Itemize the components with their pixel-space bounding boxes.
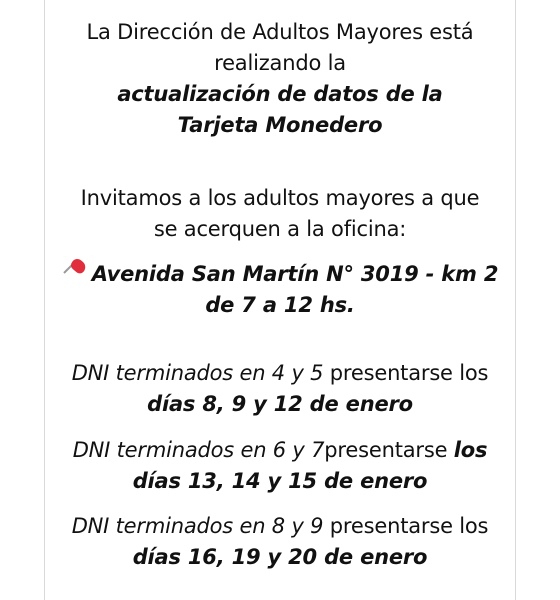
invite-paragraph [45,183,515,245]
schedule-2-verb: presentarse [324,438,448,462]
address-hours: de 7 a 12 hs. [205,293,355,317]
schedule-3-prefix: DNI terminados en 8 y 9 [71,514,324,538]
schedule-1-days: días 8, 9 y 12 de enero [147,392,413,416]
intro-line-1: La Dirección de Adultos Mayores está [86,20,474,44]
right-border-line [515,0,516,600]
address-text: Avenida San Martín N° 3019 - km 2 [91,262,499,286]
intro-paragraph [45,17,515,141]
schedule-2-bold-word: los [453,438,488,462]
pushpin-head [69,257,88,276]
address-line-1 [45,259,515,290]
intro-line-2: realizando la [214,51,346,75]
schedule-group-2 [45,435,515,497]
schedule-1-verb: presentarse los [323,361,489,385]
schedule-3-condition [45,511,515,542]
schedule-1-condition [45,358,515,389]
schedule-2-prefix: DNI terminados en 6 y 7 [72,438,325,462]
invite-line-1: Invitamos a los adultos mayores a que [80,186,480,210]
address-paragraph [45,259,515,321]
schedule-group-3 [45,511,515,573]
schedule-2-days: días 13, 14 y 15 de enero [132,469,428,493]
pushpin-icon [62,260,88,284]
schedule-group-1 [45,358,515,420]
intro-line-3: actualización de datos de la [117,82,443,106]
notice-card [45,0,515,600]
schedule-3-days: días 16, 19 y 20 de enero [132,545,428,569]
intro-line-4: Tarjeta Monedero [177,113,383,137]
schedule-3-verb: presentarse los [329,514,489,538]
schedule-2-condition [45,435,515,466]
schedule-1-prefix: DNI terminados en 4 y 5 [71,361,324,385]
invite-line-2: se acerquen a la oficina: [153,217,407,241]
